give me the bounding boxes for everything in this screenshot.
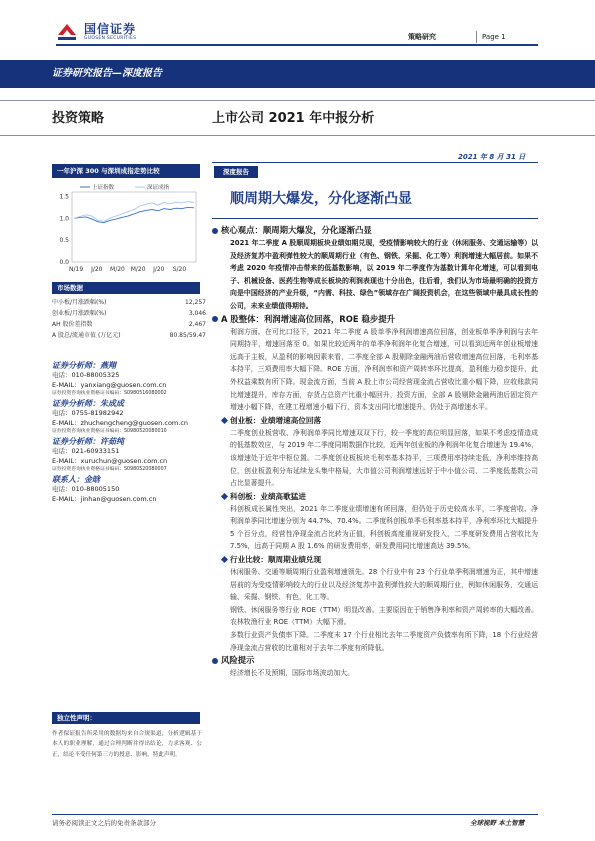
diamond-bullet-icon [221,417,228,424]
x-tick-label: J/20 [153,266,165,273]
subsection-heading [212,414,538,427]
analyst-cert: 证券投资咨询执业资格证书编码：S0980516080002 [52,391,167,396]
category-title: 投资策略 [52,111,105,126]
analyst-block [52,436,210,474]
y-tick-label: 1.5 [59,193,69,201]
y-tick-label: 0.5 [59,237,69,245]
title-bar [0,100,595,136]
analyst-name: 证券分析师：许茹纯 [52,437,124,446]
logo-name-en: GUOSEN SECURITIES [84,35,137,41]
analyst-phone: 电话：021-60933151 [52,447,120,455]
diamond-bullet-icon [221,493,228,500]
analyst-block [52,360,210,398]
contact-name: 联系人：金晗 [52,475,100,484]
analyst-cert: 证券投资咨询执业资格证书编码：S0980520080007 [52,467,167,472]
chart-header: 一年沪深 300 与深圳成指走势比较 [52,164,200,178]
report-banner [0,60,595,88]
section-heading-text: 风险提示 [221,655,255,666]
y-tick-label: 0.0 [59,259,69,266]
section-paragraph: 2021 年二季度 A 股顺周期板块业绩如期兑现，受疫情影响较大的行业（休闲服务、交通运输等）以及经济复苏中盈利弹性较大的顺周期行业（有色、钢铁、采掘、化工等）利润增速大幅居前。如果不考虑 2020 年疫情冲击带来的低基数影响，以 2019 年二季度作为基数计算年化增速，可以看到电子、机械设备、医药生物等成长板块的利润表现也十分出色，往后看，我们认为市场最明确的投资方向是中国经济的产业升级，“内需、科技、绿色”领域存在广阔投资机会，在这些领域中最具成长性的公司，未来业绩值得期待。 [230,239,538,310]
report-body [212,224,538,680]
market-row [52,308,206,319]
section-paragraph: 休闲服务、交通等顺周期行业盈利增速领先。28 个行业中有 23 个行业单季利润增速为正，其中增速居前的为受疫情影响较大的行业以及经济复苏中盈利弹性较大的顺周期行业，例如休闲服务，交通运输、采掘、钢铁、有色，化工等。 [230,568,538,602]
section-paragraph: 二季度创业板营收、净利润单季同比增速双双下行，较一季度的高位明显回落，如果不考虑疫情造成的低基数效应，与 2019 年二季度同期数据作比较，近两年创业板的净利润年化复合增速为 19.4%，该增速处于近年中枢位置。二季度创业板板块毛利率基本持平，三项费用率持续走低，净利率维持高位，创业板盈利分布延续龙头集中格局，大市值公司利润增速远好于中小值公司，二季度低基数公司占比显著提升。 [230,428,538,488]
report-type-badge: 深度报告 [214,166,258,178]
market-data-table [52,297,206,341]
market-data-header: 市场数据 [52,282,200,294]
x-tick-label: M/20 [110,266,125,273]
diamond-bullet-icon [221,556,228,563]
legend-label: 上证指数 [92,185,115,191]
x-tick-label: N/19 [69,266,84,273]
logo-name-cn: 国信证券 [84,21,137,36]
subsection-heading [212,553,538,566]
market-row-value: 2,467 [188,321,206,328]
bullet-icon [212,316,218,322]
section-heading-text: A 股整体：利润增速高位回落，ROE 稳步提升 [221,313,395,324]
page-number: Page 1 [476,31,536,43]
market-row [52,319,206,330]
contact-block [52,474,210,504]
section-paragraph: 利润方面。在可比口径下，2021 年二季度 A 股单季净利润增速高位回落，创业板单季净利润与去年同期持平，增速回落至 0。如果比较近两年的单季净利润年化复合增速，可以看到近两年创业板增速远高于主板，从盈利的影响因素来看，二季度全部 A 股剔除金融两油后营收增速高位回落，毛利率基本持平，三项费用率大幅下降。ROE 方面，净利润率和资产周转率环比提高，盈利能力稳步提升，此外权益乘数有所下降。现金流方面，当前 A 股上市公司经营现金流占营收比重小幅下降，应收账款同比增速提升，库存方面，存货占总资产比重小幅回升，投资方面，全部 A 股剔除金融两油后固定资产增速小幅下降，在建工程增速小幅下行，资本支出同比增速提升，仍处于高增速水平。 [230,327,538,412]
analyst-block [52,398,210,436]
section-paragraph: 多数行业资产负债率下降。二季度末 17 个行业相比去年二季度资产负债率有所下降，18 个行业经营净现金流占营收的比重相对于去年二季度有所降低。 [230,631,538,652]
section-heading [212,654,538,667]
date-rule [212,162,538,163]
header-rule [56,44,538,46]
analyst-phone: 电话：0755-81982942 [52,409,124,417]
contact-email[interactable]: E-MAIL：jinhan@guosen.com.cn [52,494,157,503]
market-row-label: 中小板/月涨跌幅(%) [52,299,107,306]
footer-rule [52,814,538,815]
report-title: 上市公司 2021 年中报分析 [212,111,375,126]
section-paragraph: 钢铁、休闲服务等行业 ROE（TTM）明显改善。主要原因在于销售净利率和资产周转率的大幅改善。农林牧渔行业 ROE（TTM）大幅下滑。 [230,605,538,627]
footer-slogan: 全球视野 本土智慧 [470,819,525,827]
x-tick-label: S/20 [172,266,187,273]
market-row-value: 12,257 [185,299,206,306]
independence-statement-header: 独立性声明： [52,712,200,724]
analyst-cert: 证券投资咨询执业资格证书编码：S0980520080010 [52,429,167,434]
section-heading-text: 核心观点：顺周期大爆发，分化逐渐凸显 [221,225,372,235]
analyst-name: 证券分析师：燕翔 [52,361,116,370]
analyst-email[interactable]: E-MAIL：zhuchengcheng@guosen.com.cn [52,418,189,427]
market-row [52,297,206,308]
legend-label: 深证成指 [147,185,170,191]
bullet-icon [212,228,218,234]
banner-text: 证券研究报告—深度报告 [52,68,162,79]
title-rule [212,218,538,219]
section-heading [212,224,538,237]
index-line-chart [52,178,200,280]
footer-disclaimer-note: 请务必阅读正文之后的免责条款部分 [52,819,156,827]
contact-phone: 电话：010-88005150 [52,485,120,493]
market-row-value: 3,046 [188,310,206,317]
subsection-heading-text: 行业比较：顺周期业绩兑现 [230,555,322,565]
guosen-logo-icon [56,21,78,43]
subsection-heading-text: 科创板：业绩高歌猛进 [230,491,306,501]
analyst-phone: 电话：010-88005325 [52,371,120,379]
report-date: 2021 年 8 月 31 日 [458,153,526,161]
company-logo [56,20,136,44]
subsection-heading-text: 创业板：业绩增速高位回落 [230,415,322,425]
market-row [52,330,206,341]
report-category-tag: 策略研究 [408,33,436,41]
section-paragraph: 科创板成长属性突出，2021 年二季度业绩增速有所回落，但仍处于历史较高水平，二季度营收、净利润单季同比增速分别为 44.7%、70.4%。二季度科创板单季毛利率基本持平，净利率环比大幅提升 5 个百分点，经营性净现金流占比转为正值，科创板高度重视研发投入，二季度研发费用占营收比为 7.5%，远高于同期 A 股 1.6% 的研发费用率，研发费用同比增速高达 39.5%。 [230,504,538,551]
series-line-2 [74,202,194,222]
analyst-name: 证券分析师：朱成成 [52,399,124,408]
y-tick-label: 1.0 [59,215,69,223]
market-row-label: A 股总/流通市值 (万亿元) [52,332,121,339]
section-paragraph: 经济增长不及预期，国际市场波动加大。 [230,669,355,678]
main-headline: 顺周期大爆发，分化逐渐凸显 [230,191,412,207]
analyst-email[interactable]: E-MAIL：yanxiang@guosen.com.cn [52,380,167,389]
analyst-email[interactable]: E-MAIL：xuruchun@guosen.com.cn [52,456,168,465]
subsection-heading [212,490,538,503]
x-tick-label: M/20 [130,266,146,273]
bullet-icon [212,658,218,664]
market-row-label: AH 股价差指数 [52,321,93,328]
market-row-value: 80.85/59.47 [169,332,206,339]
x-tick-label: J/20 [91,266,103,273]
independence-statement-text: 作者保证报告所采用的数据均来自合规渠道，分析逻辑基于本人的职业理解，通过合理判断并得出结论，力求客观、公正，结论不受任何第三方的授意、影响，特此声明。 [52,731,202,758]
section-heading [212,313,538,326]
analyst-list [52,360,210,504]
market-row-label: 创业板/月涨跌幅(%) [52,310,107,317]
index-chart [52,178,200,280]
